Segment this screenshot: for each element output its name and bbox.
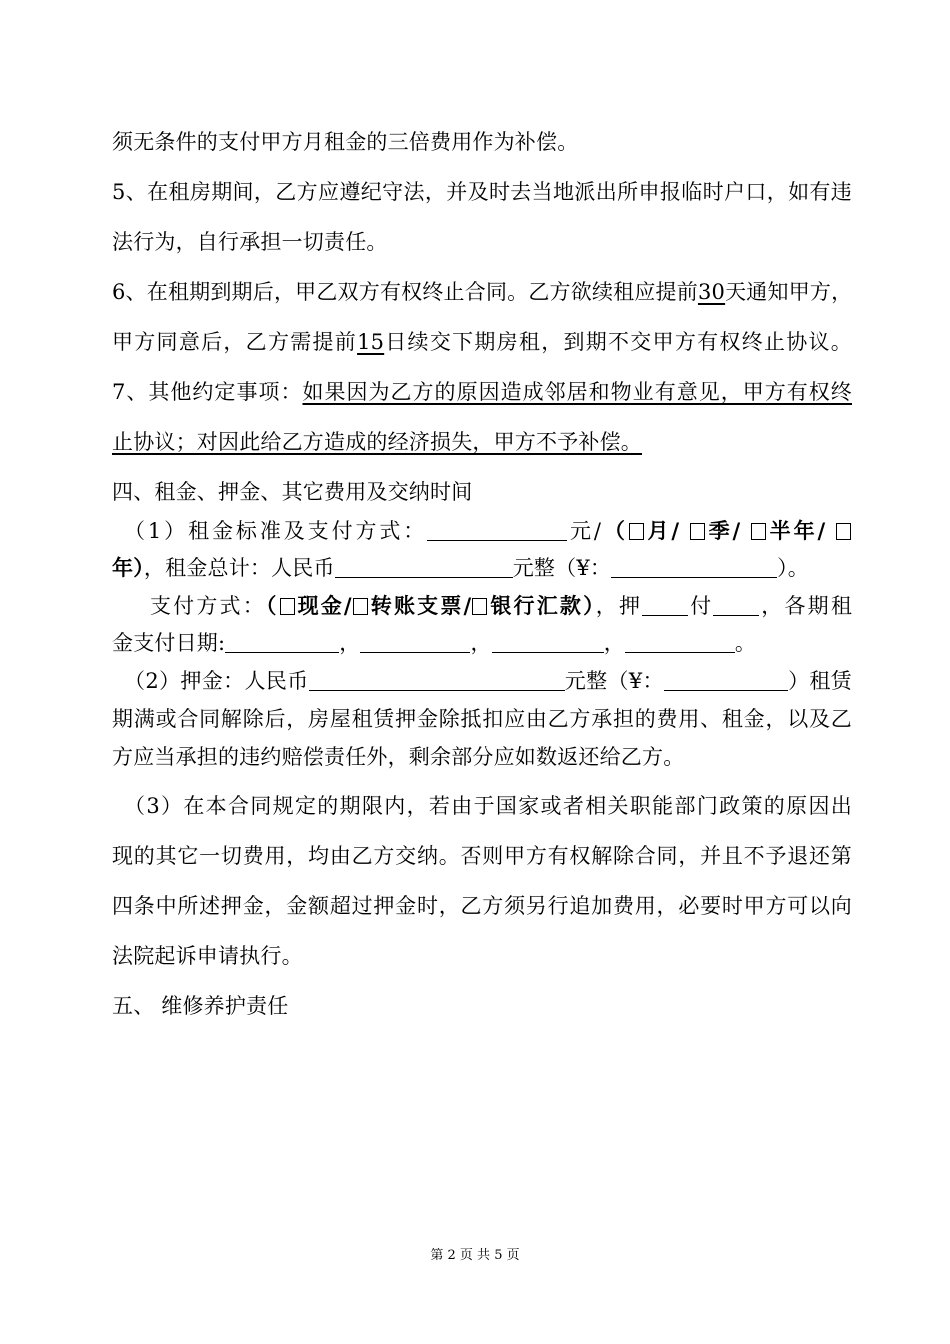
renewal-notice-days: 30 [697, 280, 726, 304]
half-year-checkbox[interactable] [751, 523, 766, 540]
check-checkbox[interactable] [353, 598, 368, 615]
clause-7-cont [112, 427, 852, 457]
deposit-line-3: 方应当承担的违约赔偿责任外，剩余部分应如数返还给乙方。 [112, 745, 685, 769]
quarter-checkbox[interactable] [690, 523, 705, 540]
deposit-yen-blank[interactable] [664, 668, 788, 691]
section-4-heading: 四、租金、押金、其它费用及交纳时间 [112, 480, 473, 504]
clause-6-cont: 甲方同意后，乙方需提前15日续交下期房租，到期不交甲方有权终止协议。 [112, 330, 853, 354]
cash-checkbox[interactable] [280, 598, 295, 615]
payment-dates-line: 金支付日期: ， ， ， 。 [112, 631, 757, 655]
payment-date-1-blank[interactable] [225, 630, 339, 653]
rent-standard-line: （1）租金标准及支付方式： 元/（ 月/ 季/ 半年/ [124, 516, 852, 546]
rent-total-yen-blank[interactable] [611, 555, 777, 578]
clause-4-end: 须无条件的支付甲方月租金的三倍费用作为补偿。 [112, 130, 579, 154]
clause-7: 7、其他约定事项：如果因为乙方的原因造成邻居和物业有意见，甲方有权终 [112, 380, 852, 404]
prepay-days: 15 [357, 330, 385, 354]
pay-months-blank[interactable] [713, 593, 759, 616]
section-5-heading: 五、 维修养护责任 [112, 994, 289, 1018]
month-checkbox[interactable] [629, 523, 644, 540]
deposit-amount-blank[interactable] [309, 668, 565, 691]
other-fees-line-4: 法院起诉申请执行。 [112, 944, 303, 968]
year-checkbox[interactable] [836, 523, 851, 540]
other-fees-line-2: 现的其它一切费用，均由乙方交纳。否则甲方有权解除合同，并且不予退还第 [112, 844, 852, 868]
other-fees-line-3: 四条中所述押金，金额超过押金时，乙方须另行追加费用，必要时甲方可以向 [112, 894, 852, 918]
other-terms-text-cont: 止协议；对因此给乙方造成的经济损失，甲方不予补偿。 [112, 430, 642, 454]
deposit-line-2: 期满或合同解除后，房屋租赁押金除抵扣应由乙方承担的费用、租金，以及乙 [112, 707, 852, 731]
payment-date-2-blank[interactable] [360, 630, 470, 653]
bank-transfer-checkbox[interactable] [472, 598, 487, 615]
clause-5: 5、在租房期间，乙方应遵纪守法，并及时去当地派出所申报临时户口，如有违 [112, 180, 852, 204]
deposit-months-blank[interactable] [642, 593, 688, 616]
page-number-footer: 第 2 页 共 5 页 [430, 1248, 520, 1263]
rent-amount-blank[interactable] [427, 518, 567, 541]
payment-date-3-blank[interactable] [492, 630, 604, 653]
payment-date-4-blank[interactable] [625, 630, 735, 653]
clause-6: 6、在租期到期后，甲乙双方有权终止合同。乙方欲续租应提前30天通知甲方， [112, 280, 853, 304]
rent-total-blank[interactable] [335, 555, 513, 578]
clause-5-cont: 法行为，自行承担一切责任。 [112, 230, 388, 254]
payment-method-line: 支付方式：（ 现金/ 转账支票/ 银行汇款），押 付 ，各期租 [150, 593, 853, 618]
deposit-line: （2）押金：人民币 元整（¥： ）租赁 [124, 669, 852, 693]
rent-total-line: 年），租金总计：人民币 元整（¥： ）。 [112, 555, 809, 580]
other-terms-text: 如果因为乙方的原因造成邻居和物业有意见，甲方有权终 [302, 380, 852, 404]
other-fees-line-1: （3）在本合同规定的期限内，若由于国家或者相关职能部门政策的原因出 [124, 794, 852, 818]
